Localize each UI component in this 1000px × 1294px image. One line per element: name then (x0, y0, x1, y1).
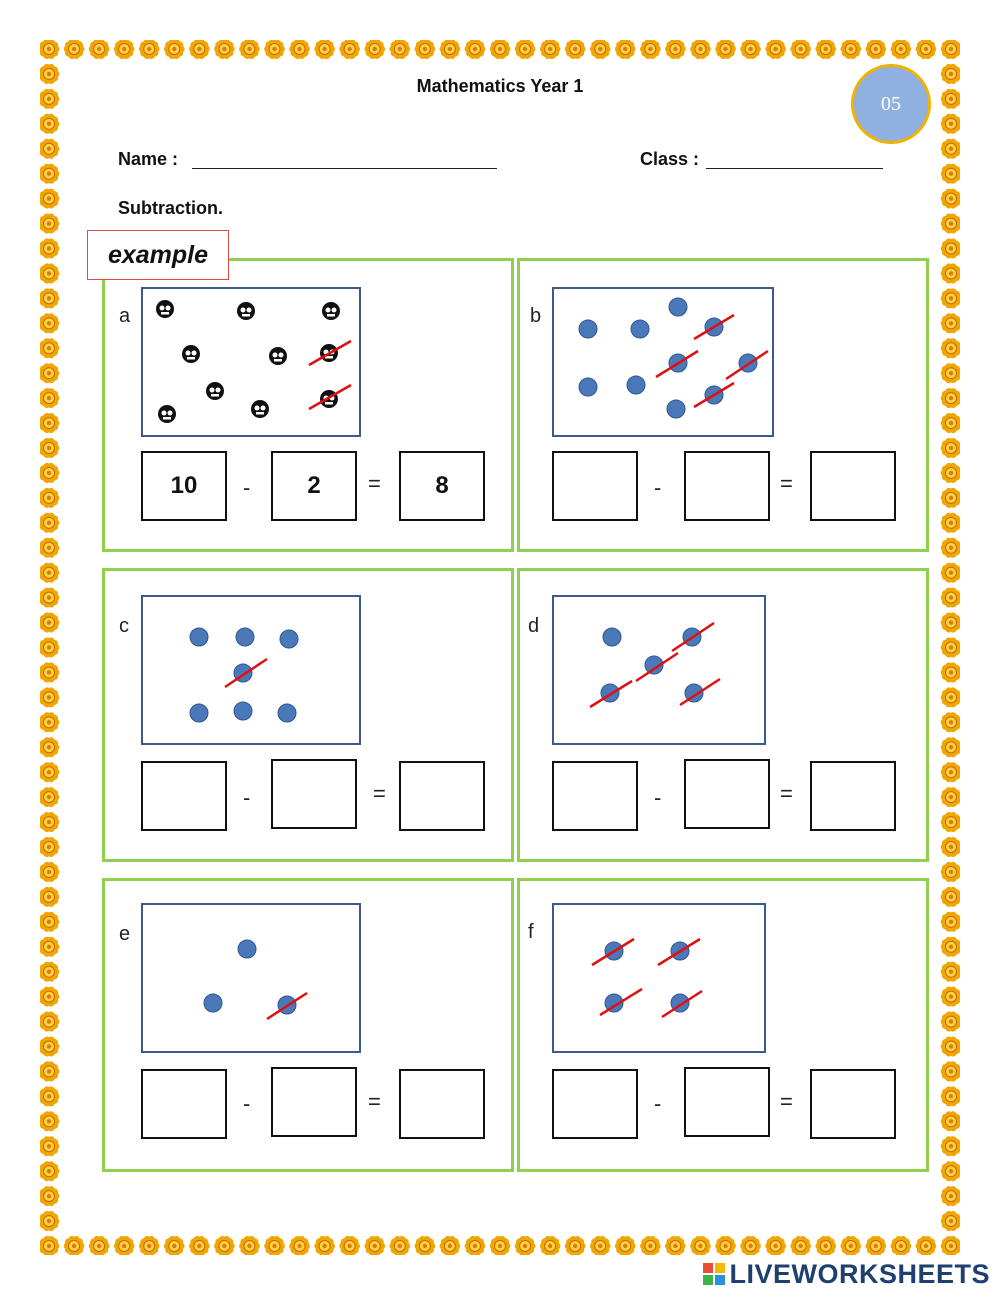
flower-icon (590, 40, 611, 59)
flower-icon (40, 413, 59, 433)
problem-panel-a (102, 258, 514, 552)
flower-icon (941, 1211, 960, 1231)
flower-icon (40, 538, 59, 558)
counting-picture (141, 287, 361, 437)
flower-icon (740, 1236, 761, 1255)
flower-icon (941, 338, 960, 358)
flower-icon (866, 40, 887, 59)
brand-watermark (703, 1259, 990, 1289)
equals-sign: = (780, 1089, 793, 1114)
subtrahend-box[interactable]: 2 (271, 451, 357, 521)
flower-icon (40, 438, 59, 458)
flower-icon (40, 288, 59, 308)
flower-icon (40, 1111, 59, 1131)
flower-icon (289, 40, 310, 59)
flower-icon (40, 987, 59, 1007)
problem-letter: d (528, 615, 540, 637)
subtrahend-box[interactable] (684, 759, 770, 829)
instruction-text: Subtraction. (118, 198, 224, 218)
subtrahend-box[interactable] (684, 451, 770, 521)
flower-icon (289, 1236, 310, 1255)
flower-icon (941, 413, 960, 433)
flower-icon (40, 1236, 59, 1255)
flower-icon (941, 588, 960, 608)
counting-picture (552, 595, 766, 745)
flower-icon (941, 737, 960, 757)
flower-icon (164, 40, 185, 59)
flower-icon (214, 1236, 235, 1255)
face-object-3 (322, 302, 340, 320)
flower-icon (440, 40, 461, 59)
dot-object (280, 630, 298, 648)
worksheet-title: Mathematics Year 1 (416, 76, 584, 96)
flower-icon (941, 189, 960, 209)
dot-object (603, 628, 621, 646)
flower-icon (941, 488, 960, 508)
problem-panel-e (102, 878, 514, 1172)
flower-icon (40, 887, 59, 907)
dot-object (238, 940, 256, 958)
example-tag: example (87, 230, 229, 280)
flower-icon (189, 1236, 210, 1255)
dot-object (627, 376, 645, 394)
dot-object (204, 994, 222, 1012)
face-object-2 (237, 302, 255, 320)
face-object-9 (158, 405, 176, 423)
flower-icon (415, 1236, 436, 1255)
flower-icon (40, 488, 59, 508)
flower-icon (40, 239, 59, 259)
flower-icon (941, 862, 960, 882)
subtrahend-box[interactable] (684, 1067, 770, 1137)
flower-icon (89, 1236, 110, 1255)
flower-icon (364, 1236, 385, 1255)
difference-box[interactable] (810, 761, 896, 831)
flower-icon (40, 812, 59, 832)
flower-icon (790, 40, 811, 59)
flower-icon (40, 712, 59, 732)
flower-icon (941, 1012, 960, 1032)
flower-icon (40, 263, 59, 283)
dot-object (236, 628, 254, 646)
flower-icon (941, 937, 960, 957)
minus-sign: - (243, 1091, 251, 1116)
flower-icon (765, 1236, 786, 1255)
problem-letter: c (119, 615, 129, 637)
flower-icon (941, 1086, 960, 1106)
minus-sign: - (654, 1091, 662, 1116)
flower-icon (590, 1236, 611, 1255)
flower-icon (941, 1236, 960, 1255)
minuend-box[interactable] (141, 1069, 227, 1139)
flower-icon (540, 1236, 561, 1255)
minuend-box[interactable] (552, 1069, 638, 1139)
counting-objects (554, 289, 772, 435)
flower-icon (114, 1236, 135, 1255)
minus-sign: - (654, 475, 662, 500)
flower-icon (866, 1236, 887, 1255)
strike-line (225, 659, 267, 687)
flower-icon (916, 40, 937, 59)
flower-icon (640, 40, 661, 59)
flower-icon (490, 40, 511, 59)
dot-object (190, 704, 208, 722)
flower-icon (40, 313, 59, 333)
flower-icon (164, 1236, 185, 1255)
flower-icon (40, 338, 59, 358)
flower-icon (941, 214, 960, 234)
flower-icon (790, 1236, 811, 1255)
flower-icon (941, 837, 960, 857)
flower-icon (565, 40, 586, 59)
flower-icon (40, 862, 59, 882)
dot-object (631, 320, 649, 338)
flower-icon (40, 1186, 59, 1206)
flower-icon (40, 687, 59, 707)
flower-icon (690, 40, 711, 59)
flower-icon (640, 1236, 661, 1255)
flower-icon (941, 239, 960, 259)
flower-icon (941, 1136, 960, 1156)
flower-icon (941, 638, 960, 658)
face-object-8 (251, 400, 269, 418)
strike-line (672, 623, 714, 651)
counting-objects (554, 905, 764, 1051)
flower-icon (941, 513, 960, 533)
face-object-5 (269, 347, 287, 365)
flower-icon (715, 1236, 736, 1255)
flower-icon (40, 613, 59, 633)
difference-box[interactable]: 8 (399, 451, 485, 521)
dot-object (190, 628, 208, 646)
minus-sign: - (243, 785, 251, 810)
minuend-box[interactable] (141, 761, 227, 831)
problem-panel-d (517, 568, 929, 862)
flower-icon (715, 40, 736, 59)
flower-icon (941, 912, 960, 932)
flower-icon (765, 40, 786, 59)
counting-picture (552, 903, 766, 1053)
flower-icon (815, 1236, 836, 1255)
problem-letter: a (119, 305, 131, 327)
flower-icon (565, 1236, 586, 1255)
minuend-box[interactable] (552, 761, 638, 831)
flower-icon (314, 40, 335, 59)
minus-sign: - (243, 475, 251, 500)
flower-icon (941, 712, 960, 732)
flower-icon (941, 288, 960, 308)
problem-letter: b (530, 305, 542, 327)
liveworksheets-logo-icon (703, 1263, 725, 1285)
flower-icon (690, 1236, 711, 1255)
equals-sign: = (373, 781, 386, 806)
flower-icon (941, 613, 960, 633)
flower-icon (64, 1236, 85, 1255)
flower-icon (941, 1186, 960, 1206)
flower-icon (40, 787, 59, 807)
flower-icon (490, 1236, 511, 1255)
face-object-7 (206, 382, 224, 400)
counting-picture (552, 287, 774, 437)
flower-icon (941, 1161, 960, 1181)
equals-sign: = (368, 471, 381, 496)
flower-icon (941, 114, 960, 134)
dot-object (234, 702, 252, 720)
problem-panel-f (517, 878, 929, 1172)
flower-icon (264, 1236, 285, 1255)
difference-box[interactable] (810, 1069, 896, 1139)
dot-object (667, 400, 685, 418)
flower-icon (840, 40, 861, 59)
flower-icon (40, 762, 59, 782)
face-object-1 (156, 300, 174, 318)
flower-icon (40, 1211, 59, 1231)
flower-icon (40, 363, 59, 383)
flower-icon (941, 762, 960, 782)
flower-icon (615, 1236, 636, 1255)
flower-icon (214, 40, 235, 59)
equals-sign: = (780, 781, 793, 806)
flower-icon (941, 139, 960, 159)
flower-icon (941, 1037, 960, 1057)
flower-icon (40, 513, 59, 533)
flower-icon (40, 737, 59, 757)
flower-icon (941, 463, 960, 483)
face-object-4 (182, 345, 200, 363)
dot-object (579, 378, 597, 396)
flower-icon (40, 837, 59, 857)
flower-icon (40, 937, 59, 957)
counting-objects (143, 905, 359, 1051)
flower-icon (40, 638, 59, 658)
flower-icon (916, 1236, 937, 1255)
flower-icon (40, 164, 59, 184)
flower-icon (941, 1111, 960, 1131)
flower-icon (40, 388, 59, 408)
flower-icon (139, 40, 160, 59)
minus-sign: - (654, 785, 662, 810)
counting-picture (141, 903, 361, 1053)
flower-icon (40, 588, 59, 608)
flower-icon (40, 139, 59, 159)
dot-object (669, 298, 687, 316)
flower-icon (440, 1236, 461, 1255)
flower-icon (40, 1136, 59, 1156)
flower-icon (40, 1086, 59, 1106)
flower-icon (465, 1236, 486, 1255)
flower-icon (40, 662, 59, 682)
flower-icon (114, 40, 135, 59)
flower-icon (941, 263, 960, 283)
flower-icon (615, 40, 636, 59)
flower-icon (941, 812, 960, 832)
flower-icon (941, 563, 960, 583)
flower-icon (665, 40, 686, 59)
flower-icon (64, 40, 85, 59)
flower-icon (941, 363, 960, 383)
flower-icon (189, 40, 210, 59)
problem-letter: e (119, 923, 131, 945)
flower-icon (239, 1236, 260, 1255)
flower-icon (264, 40, 285, 59)
flower-icon (515, 1236, 536, 1255)
flower-icon (941, 662, 960, 682)
flower-icon (40, 1012, 59, 1032)
flower-icon (40, 1037, 59, 1057)
flower-icon (941, 538, 960, 558)
flower-icon (40, 214, 59, 234)
flower-icon (540, 40, 561, 59)
flower-icon (941, 987, 960, 1007)
flower-icon (891, 40, 912, 59)
flower-icon (339, 40, 360, 59)
flower-icon (815, 40, 836, 59)
flower-icon (314, 1236, 335, 1255)
subtrahend-box[interactable] (271, 1067, 357, 1137)
flower-icon (40, 912, 59, 932)
flower-icon (139, 1236, 160, 1255)
flower-icon (40, 563, 59, 583)
flower-icon (40, 962, 59, 982)
flower-icon (840, 1236, 861, 1255)
counting-objects (143, 597, 359, 743)
problem-letter: f (528, 921, 534, 943)
flower-icon (665, 1236, 686, 1255)
flower-icon (40, 463, 59, 483)
brand-name: LIVEWORKSHEETS (729, 1258, 990, 1289)
flower-icon (941, 438, 960, 458)
flower-icon (40, 40, 59, 59)
class-label: Class : (640, 149, 700, 169)
flower-icon (364, 40, 385, 59)
flower-icon (515, 40, 536, 59)
page-number-badge: 05 (851, 64, 931, 144)
flower-icon (89, 40, 110, 59)
flower-icon (941, 887, 960, 907)
flower-icon (465, 40, 486, 59)
flower-icon (941, 164, 960, 184)
problem-panel-b (517, 258, 929, 552)
counting-objects (554, 597, 764, 743)
flower-icon (941, 1061, 960, 1081)
flower-icon (941, 40, 960, 59)
subtrahend-box[interactable] (271, 759, 357, 829)
minuend-box[interactable]: 10 (141, 451, 227, 521)
counting-objects (143, 289, 359, 435)
flower-icon (740, 40, 761, 59)
difference-box[interactable] (810, 451, 896, 521)
flower-icon (40, 1161, 59, 1181)
flower-icon (941, 787, 960, 807)
class-field-line (706, 168, 883, 169)
dot-object (278, 704, 296, 722)
difference-box[interactable] (399, 761, 485, 831)
flower-icon (941, 687, 960, 707)
name-label: Name : (118, 149, 179, 169)
equals-sign: = (368, 1089, 381, 1114)
flower-icon (891, 1236, 912, 1255)
problem-panel-c (102, 568, 514, 862)
counting-picture (141, 595, 361, 745)
flower-icon (40, 114, 59, 134)
flower-icon (40, 1061, 59, 1081)
flower-icon (339, 1236, 360, 1255)
name-field-line (192, 168, 497, 169)
difference-box[interactable] (399, 1069, 485, 1139)
flower-icon (415, 40, 436, 59)
flower-icon (389, 40, 410, 59)
minuend-box[interactable] (552, 451, 638, 521)
flower-icon (941, 313, 960, 333)
dot-object (579, 320, 597, 338)
flower-icon (40, 189, 59, 209)
flower-icon (941, 388, 960, 408)
flower-icon (941, 962, 960, 982)
flower-icon (239, 40, 260, 59)
flower-icon (389, 1236, 410, 1255)
equals-sign: = (780, 471, 793, 496)
